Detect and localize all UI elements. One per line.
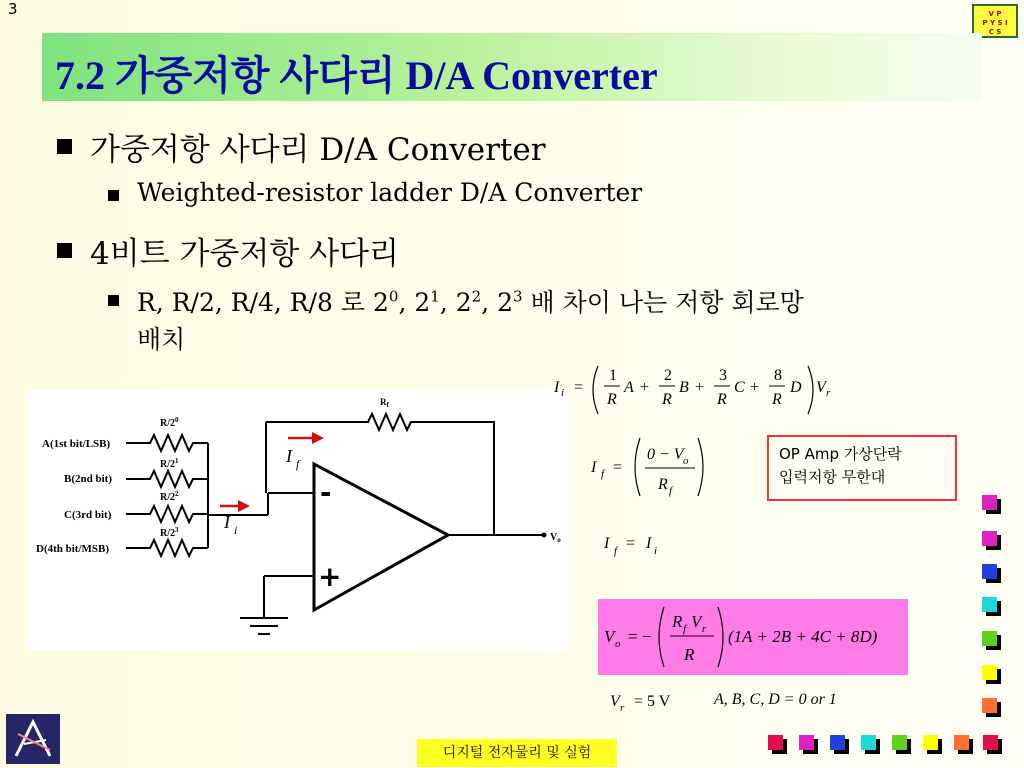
deco-square: [923, 735, 938, 750]
equation-if-equals-ii: [598, 530, 698, 560]
output-label: $V_o$: [550, 532, 561, 544]
note-line-2: 입력저항 무한대: [779, 468, 886, 486]
deco-square: [861, 735, 876, 750]
current-ii-label: I $_i$: [224, 512, 238, 537]
deco-square: [954, 735, 969, 750]
svg-text:2: 2: [664, 367, 672, 384]
svg-text:I: I: [591, 459, 597, 476]
svg-text:C S: C S: [988, 28, 1002, 36]
svg-text:C: C: [734, 379, 745, 396]
deco-square: [799, 735, 814, 750]
svg-text:R: R: [658, 476, 668, 493]
svg-text:=: =: [626, 535, 636, 552]
page-number: 3: [8, 0, 18, 18]
input-label-c: C(3rd bit): [64, 509, 112, 521]
deco-square: [982, 631, 997, 646]
svg-text:= −: = −: [628, 627, 652, 646]
svg-text:r: r: [702, 623, 707, 635]
svg-text:f: f: [601, 468, 605, 480]
svg-text:+: +: [750, 379, 760, 396]
svg-text:A: A: [624, 379, 634, 396]
sub-bullet-marker: [108, 295, 119, 306]
input-label-a: A(1st bit/LSB): [42, 438, 111, 450]
bullet-marker: [57, 243, 72, 258]
sub-bullet-text-1: Weighted-resistor ladder D/A Converter: [137, 178, 643, 207]
circuit-diagram: [28, 390, 568, 650]
svg-text:V: V: [816, 379, 826, 396]
logo-icon: [974, 6, 1016, 36]
svg-text:o: o: [615, 638, 621, 650]
deco-square: [830, 735, 845, 750]
svg-text:8: 8: [774, 367, 782, 384]
svg-text:r: r: [826, 387, 831, 399]
svg-text:I: I: [554, 379, 560, 396]
svg-text:i: i: [561, 387, 565, 399]
opamp-note-box: [767, 435, 957, 501]
triangle-logo-icon: [6, 714, 60, 764]
svg-text:I: I: [646, 535, 652, 552]
svg-text:R: R: [672, 612, 683, 631]
svg-text:f: f: [669, 485, 673, 497]
current-if-label: I $_f$: [286, 446, 300, 471]
svg-text:o: o: [683, 455, 689, 467]
svg-text:V: V: [610, 693, 620, 710]
svg-text:R: R: [607, 391, 617, 408]
deco-square: [982, 698, 997, 713]
svg-text:+: +: [640, 379, 650, 396]
svg-text:i: i: [654, 545, 658, 557]
svg-text:(1A + 2B + 4C + 8D): (1A + 2B + 4C + 8D): [728, 627, 878, 646]
resistor-label-d: $R/2^3$: [160, 526, 179, 539]
svg-text:=: =: [613, 459, 623, 476]
deco-square: [892, 735, 907, 750]
sub-bullet-text-2-cont: 배치: [137, 325, 186, 354]
svg-text:I: I: [604, 535, 610, 552]
svg-text:=: =: [574, 379, 584, 396]
svg-text:V: V: [604, 627, 615, 646]
deco-square: [982, 531, 997, 546]
svg-text:1: 1: [609, 367, 617, 384]
deco-square: [768, 735, 783, 750]
svg-text:R: R: [684, 645, 695, 664]
svg-text:B: B: [679, 379, 689, 396]
slide-title: 7.2 가중저항 사다리 D/A Converter: [55, 53, 658, 98]
bullet-marker: [57, 139, 72, 154]
resistor-label-b: $R/2^1$: [160, 457, 179, 470]
svg-text:+: +: [695, 379, 705, 396]
svg-text:R: R: [772, 391, 782, 408]
corner-logo: [6, 714, 60, 764]
equation-if: [585, 432, 725, 502]
equation-vr: [606, 686, 906, 716]
equation-vo: [598, 599, 908, 675]
svg-text:V P: V P: [988, 10, 1002, 18]
svg-text:D: D: [790, 379, 802, 396]
resistor-label-a: $R/2^0$: [160, 416, 179, 429]
sub-bullet-text-2: R, R/2, R/4, R/8 로 $2^0$, $2^1$, $2^2$, $2^3$ 배 차이 나는 저항 회로망: [137, 287, 804, 317]
equation-ii: [550, 360, 850, 420]
feedback-resistor-label: $R_f$: [380, 397, 389, 409]
bullet-text-2: 4비트 가중저항 사다리: [90, 236, 399, 272]
note-line-1: OP Amp 가상단락: [779, 445, 902, 463]
bullet-text-1: 가중저항 사다리 D/A Converter: [90, 132, 546, 168]
deco-square: [982, 665, 997, 680]
svg-text:0 − V: 0 − V: [647, 446, 684, 463]
deco-square: [982, 597, 997, 612]
noninverting-input-sign: +: [318, 560, 342, 593]
svg-text:3: 3: [719, 367, 727, 384]
resistor-label-c: $R/2^2$: [160, 490, 179, 503]
svg-text:r: r: [620, 702, 625, 714]
course-footer: 디지털 전자물리 및 실험: [417, 739, 617, 767]
svg-text:R: R: [662, 391, 672, 408]
svg-text:A, B, C, D = 0 or 1: A, B, C, D = 0 or 1: [714, 691, 837, 708]
deco-square: [983, 735, 998, 750]
input-label-d: D(4th bit/MSB): [36, 543, 110, 555]
sub-bullet-marker: [108, 190, 119, 201]
svg-text:P Y S I: P Y S I: [982, 19, 1008, 27]
output-node: [542, 533, 547, 538]
deco-square: [982, 564, 997, 579]
svg-text:= 5 V: = 5 V: [634, 693, 671, 710]
svg-text:V: V: [691, 612, 702, 631]
svg-text:f: f: [614, 545, 618, 557]
input-label-b: B(2nd bit): [64, 473, 112, 485]
svg-text:R: R: [717, 391, 727, 408]
svg-text:f: f: [683, 623, 687, 635]
deco-square: [982, 495, 997, 510]
inverting-input-sign: -: [320, 476, 332, 509]
